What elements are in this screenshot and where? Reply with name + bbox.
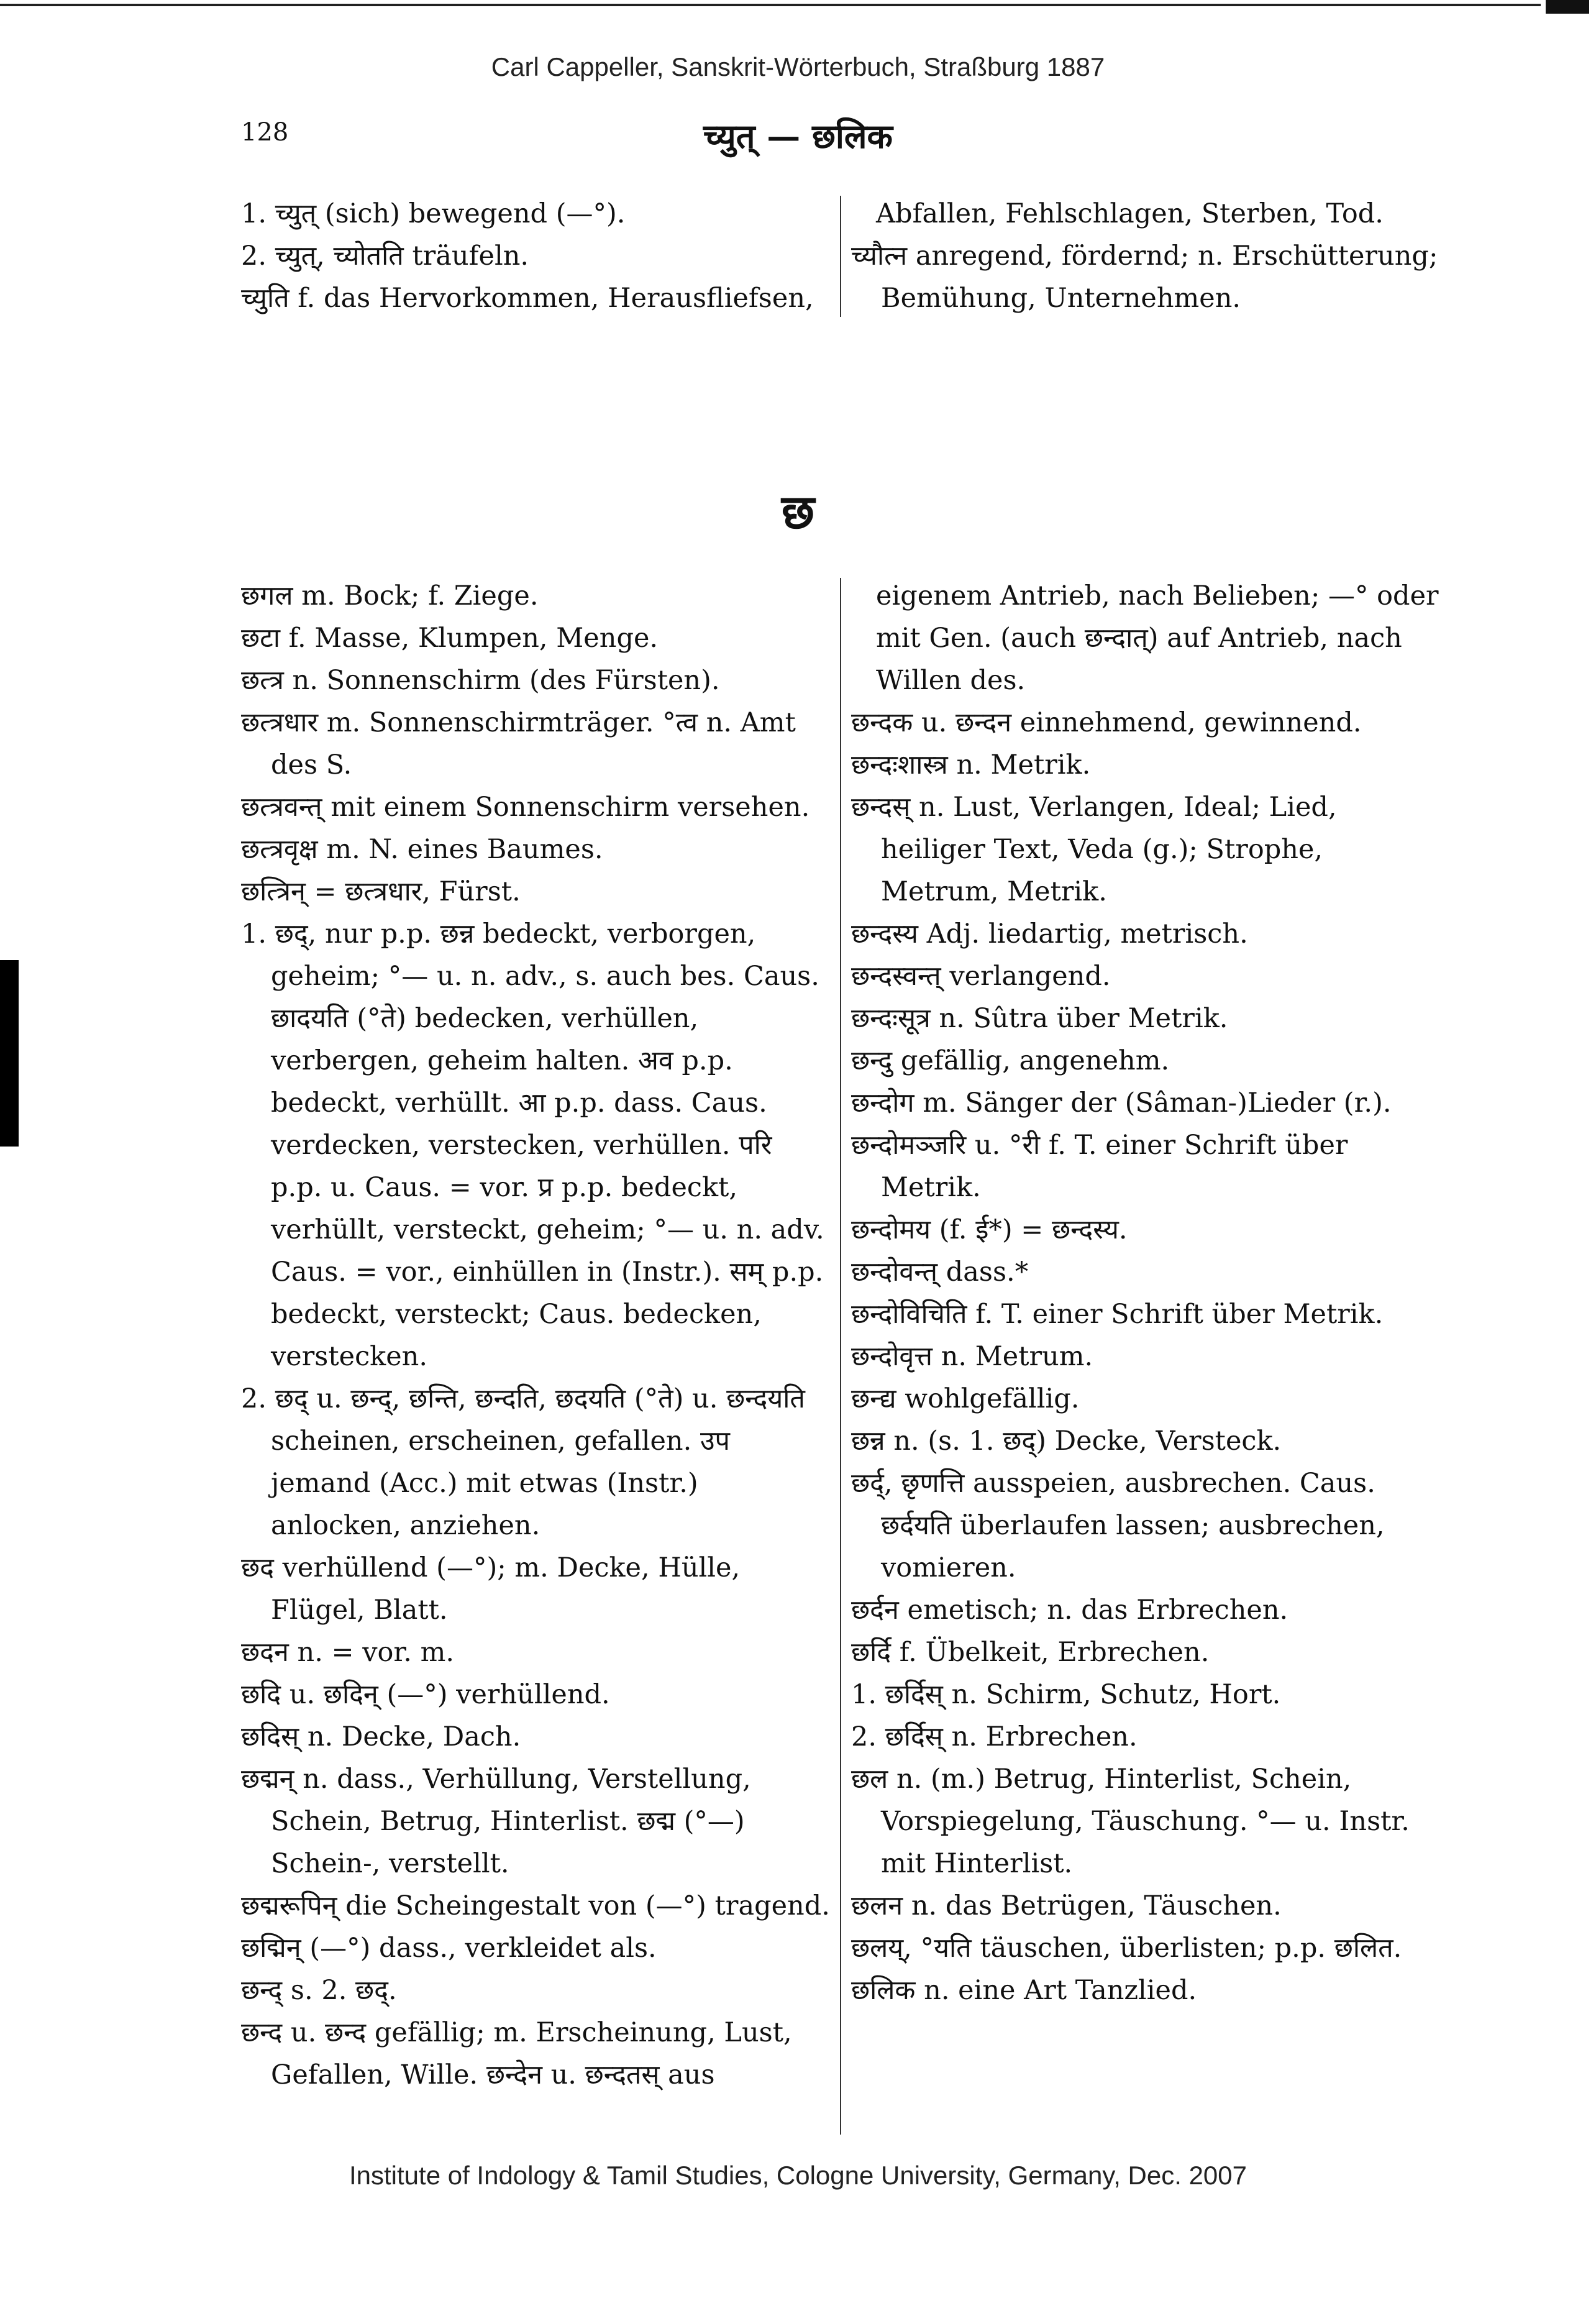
dictionary-entry: eigenem Antrieb, nach Belieben; —° oder mit Gen. (auch छन्दात्) auf Antrieb, nach Willen des. xyxy=(876,580,1439,696)
column-rule xyxy=(840,196,841,317)
dictionary-entry: छन्द u. छन्द gefällig; m. Erscheinung, Lust, Gefallen, Wille. छन्देन u. छन्दतस् aus xyxy=(241,2017,792,2090)
dictionary-entry: Abfallen, Fehlschlagen, Sterben, Tod. xyxy=(876,198,1384,229)
dictionary-entry: छत्त्रिन् = छत्त्रधार, Fürst. xyxy=(241,876,521,907)
dictionary-entry: छर्दि f. Übelkeit, Erbrechen. xyxy=(851,1637,1210,1668)
dictionary-entry: छर्द्, छृणत्ति ausspeien, ausbrechen. Caus. छर्दयति überlaufen lassen; ausbrechen, vomieren. xyxy=(851,1468,1385,1583)
dictionary-entry: छद verhüllend (—°); m. Decke, Hülle, Flügel, Blatt. xyxy=(241,1552,741,1626)
dictionary-entry: छन्न n. (s. 1. छद्) Decke, Versteck. xyxy=(851,1426,1282,1457)
scan-top-rule xyxy=(0,4,1541,6)
dictionary-entry: छद्मिन् (—°) dass., verkleidet als. xyxy=(241,1933,657,1964)
dictionary-entry: 2. छद् u. छन्द्, छन्ति, छन्दति, छदयति (°ते) u. छन्दयति scheinen, erscheinen, gefallen. उप jemand (Acc.) mit etwas (Instr.) anlocken, anziehen. xyxy=(241,1383,805,1541)
dictionary-entry: छगल m. Bock; f. Ziege. xyxy=(241,580,539,611)
dictionary-entry: छन्द् s. 2. छद्. xyxy=(241,1975,397,2006)
dictionary-entry: छलन n. das Betrügen, Täuschen. xyxy=(851,1890,1282,1921)
dictionary-entry: छन्दःशास्त्र n. Metrik. xyxy=(851,749,1091,781)
dictionary-entry: 2. छर्दिस् n. Erbrechen. xyxy=(851,1721,1138,1752)
dictionary-entry: छद्मरूपिन् die Scheingestalt von (—°) tragend. xyxy=(241,1890,830,1921)
dictionary-entry: छदिस् n. Decke, Dach. xyxy=(241,1721,521,1752)
dictionary-entry: छन्दस्य Adj. liedartig, metrisch. xyxy=(851,918,1248,950)
dictionary-entry: छन्द्य wohlgefällig. xyxy=(851,1383,1080,1414)
dictionary-entry: छन्दोवन्त् dass.* xyxy=(851,1257,1029,1288)
dictionary-entry: छदि u. छदिन् (—°) verhüllend. xyxy=(241,1679,610,1710)
dictionary-entry: छन्दक u. छन्दन einnehmend, gewinnend. xyxy=(851,707,1362,738)
dictionary-entry: छत्त्रवृक्ष m. N. eines Baumes. xyxy=(241,834,603,865)
dictionary-entry: छन्दु gefällig, angenehm. xyxy=(851,1045,1170,1076)
dictionary-entry: 1. छर्दिस् n. Schirm, Schutz, Hort. xyxy=(851,1679,1281,1710)
column-rule xyxy=(840,578,841,2135)
dictionary-entry: छटा f. Masse, Klumpen, Menge. xyxy=(241,623,659,654)
dictionary-entry: छद्मन् n. dass., Verhüllung, Verstellung, Schein, Betrug, Hinterlist. छद्म (°—) Schein-, verstellt. xyxy=(241,1764,751,1879)
page-number: 128 xyxy=(241,118,289,147)
dictionary-entry: छन्दोग m. Sänger der (Sâman-)Lieder (r.). xyxy=(851,1087,1392,1119)
dictionary-entry: छर्दन emetisch; n. das Erbrechen. xyxy=(851,1595,1288,1626)
dictionary-entry: 1. छद्, nur p.p. छन्न bedeckt, verborgen, geheim; °— u. n. adv., s. auch bes. Caus. छादयति (°ते) bedecken, verhüllen, verbergen, geheim halten. अव p.p. bedeckt, verhüllt. आ p.p. dass. Caus. verdecken, verstecken, verhüllen. परि p.p. u. Caus. = vor. प्र p.p. bedeckt, verhüllt, versteckt, geheim; °— u. n. adv. Caus. = vor., einhüllen in (Instr.). सम् p.p. bedeckt, versteckt; Caus. bedecken, verstecken. xyxy=(241,918,824,1372)
main-left-column xyxy=(241,575,831,2096)
dictionary-entry: 1. च्युत् (sich) bewegend (—°). xyxy=(241,198,626,229)
dictionary-entry: छत्त्रधार m. Sonnenschirmträger. °त्व n. Amt des S. xyxy=(241,707,796,781)
dictionary-entry: छन्दोवृत्त n. Metrum. xyxy=(851,1341,1093,1372)
dictionary-entry: छन्दस् n. Lust, Verlangen, Ideal; Lied, heiliger Text, Veda (g.); Strophe, Metrum, Metrik. xyxy=(851,792,1337,907)
dictionary-entry: च्युति f. das Hervorkommen, Herausfliefsen, xyxy=(241,283,814,314)
header-credit: Carl Cappeller, Sanskrit-Wörterbuch, Straßburg 1887 xyxy=(491,52,1105,81)
dictionary-entry: छत्त्र n. Sonnenschirm (des Fürsten). xyxy=(241,665,720,696)
dictionary-entry: छलिक n. eine Art Tanzlied. xyxy=(851,1975,1197,2006)
dictionary-entry: छलय्, °यति täuschen, überlisten; p.p. छलित. xyxy=(851,1933,1402,1964)
dictionary-entry: 2. च्युत्, च्योतति träufeln. xyxy=(241,240,529,272)
dictionary-entry: च्यौत्न anregend, fördernd; n. Erschütterung; Bemühung, Unternehmen. xyxy=(851,240,1438,314)
dictionary-entry: छल n. (m.) Betrug, Hinterlist, Schein, Vorspiegelung, Täuschung. °— u. Instr. mit Hinterlist. xyxy=(851,1764,1410,1879)
dictionary-entry: छन्दोमञ्जरि u. °री f. T. einer Schrift über Metrik. xyxy=(851,1130,1348,1203)
dictionary-entry: छन्दोमय (f. ई*) = छन्दस्य. xyxy=(851,1214,1128,1245)
top-right-column xyxy=(851,193,1448,319)
dictionary-entry: छन्दःसूत्र n. Sûtra über Metrik. xyxy=(851,1003,1228,1034)
dictionary-entry: छन्दस्वन्त् verlangend. xyxy=(851,961,1111,992)
main-right-column xyxy=(851,575,1448,2012)
dictionary-entry: छत्त्रवन्त् mit einem Sonnenschirm versehen. xyxy=(241,792,810,823)
dictionary-entry: छदन n. = vor. m. xyxy=(241,1637,455,1668)
scan-edge-mark xyxy=(0,960,19,1147)
footer-credit: Institute of Indology & Tamil Studies, Cologne University, Germany, Dec. 2007 xyxy=(349,2161,1247,2190)
top-left-column xyxy=(241,193,831,319)
running-head: च्युत् — छलिक xyxy=(703,116,893,156)
scan-corner-mark xyxy=(1546,0,1589,14)
dictionary-entry: छन्दोविचिति f. T. einer Schrift über Metrik. xyxy=(851,1299,1384,1330)
section-letter: छ xyxy=(781,484,815,539)
